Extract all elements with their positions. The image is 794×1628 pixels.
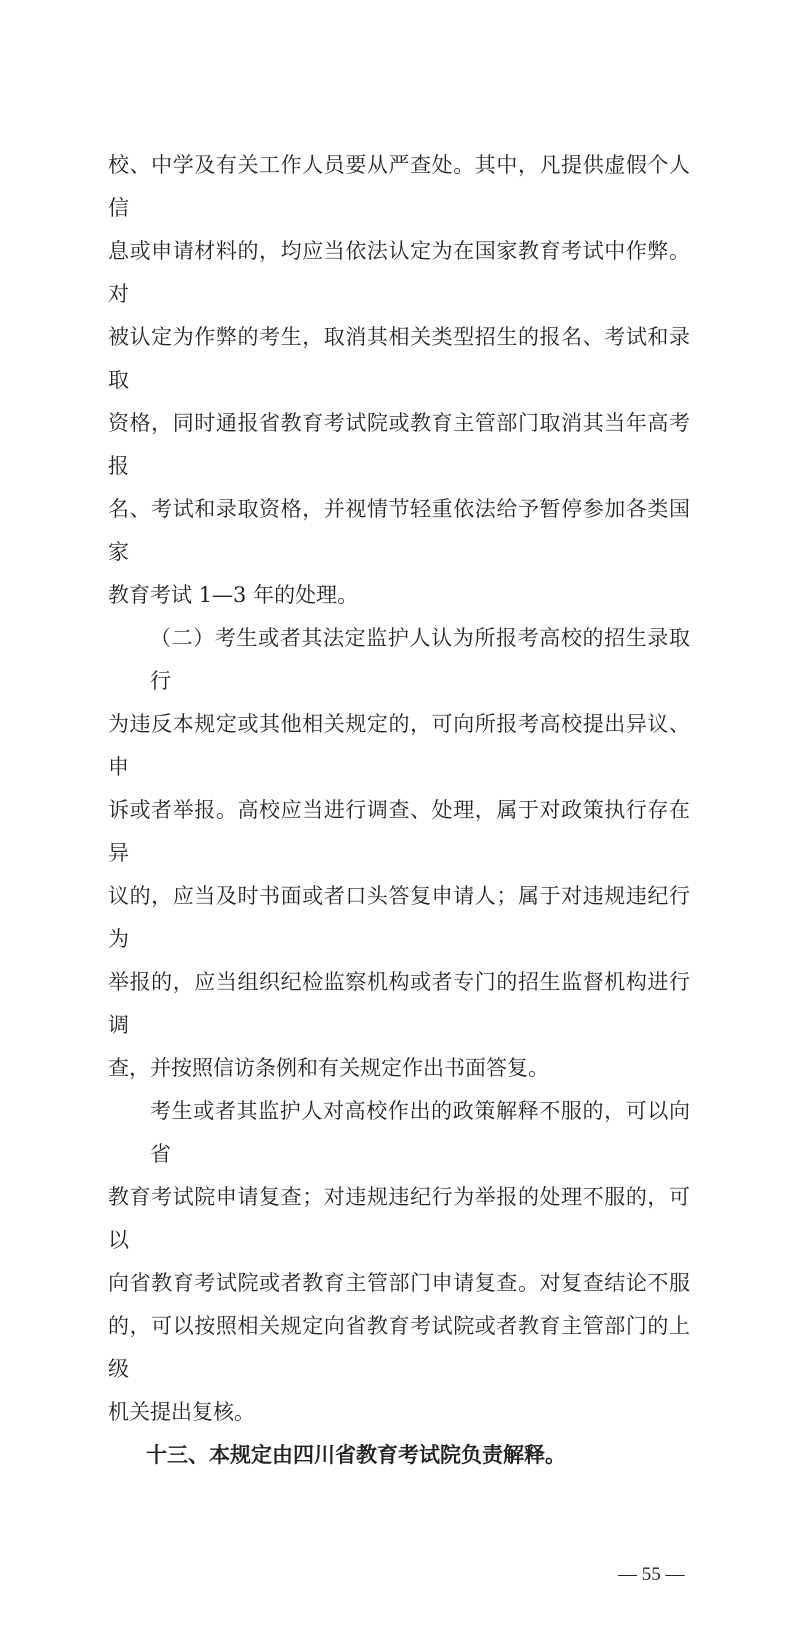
text-line: 议的，应当及时书面或者口头答复申请人；属于对违规违纪行为 bbox=[108, 884, 690, 951]
paragraph-3 bbox=[108, 1090, 690, 1434]
text-line: 向省教育考试院或者教育主管部门申请复查。对复查结论不服 bbox=[108, 1271, 690, 1295]
text-line: 机关提出复核。 bbox=[108, 1400, 255, 1424]
text-line: 的，可以按照相关规定向省教育考试院或者教育主管部门的上级 bbox=[108, 1314, 690, 1381]
text-line: 诉或者举报。高校应当进行调查、处理，属于对政策执行存在异 bbox=[108, 798, 690, 865]
text-line: 考生或者其监护人对高校作出的政策解释不服的，可以向省 bbox=[150, 1099, 690, 1166]
paragraph-1 bbox=[108, 144, 690, 617]
text-line: （二）考生或者其法定监护人认为所报考高校的招生录取行 bbox=[150, 626, 690, 693]
text-line: 举报的，应当组织纪检监察机构或者专门的招生监督机构进行调 bbox=[108, 970, 690, 1037]
text-line: 被认定为作弊的考生，取消其相关类型招生的报名、考试和录取 bbox=[108, 325, 690, 392]
text-line: 教育考试 1—3 年的处理。 bbox=[108, 583, 359, 607]
section-heading: 十三、本规定由四川省教育考试院负责解释。 bbox=[146, 1443, 566, 1467]
paragraph-2 bbox=[108, 617, 690, 1090]
text-line: 息或申请材料的，均应当依法认定为在国家教育考试中作弊。对 bbox=[108, 239, 690, 306]
text-line: 为违反本规定或其他相关规定的，可向所报考高校提出异议、申 bbox=[108, 712, 690, 779]
text-line: 名、考试和录取资格，并视情节轻重依法给予暂停参加各类国家 bbox=[108, 497, 690, 564]
text-line: 资格，同时通报省教育考试院或教育主管部门取消其当年高考报 bbox=[108, 411, 690, 478]
page-number: — 55 — bbox=[618, 1564, 685, 1585]
text-line: 校、中学及有关工作人员要从严查处。其中，凡提供虚假个人信 bbox=[108, 153, 690, 220]
text-line: 教育考试院申请复查；对违规违纪行为举报的处理不服的，可以 bbox=[108, 1185, 690, 1252]
text-line: 查，并按照信访条例和有关规定作出书面答复。 bbox=[108, 1056, 549, 1080]
document-body bbox=[108, 0, 690, 1477]
